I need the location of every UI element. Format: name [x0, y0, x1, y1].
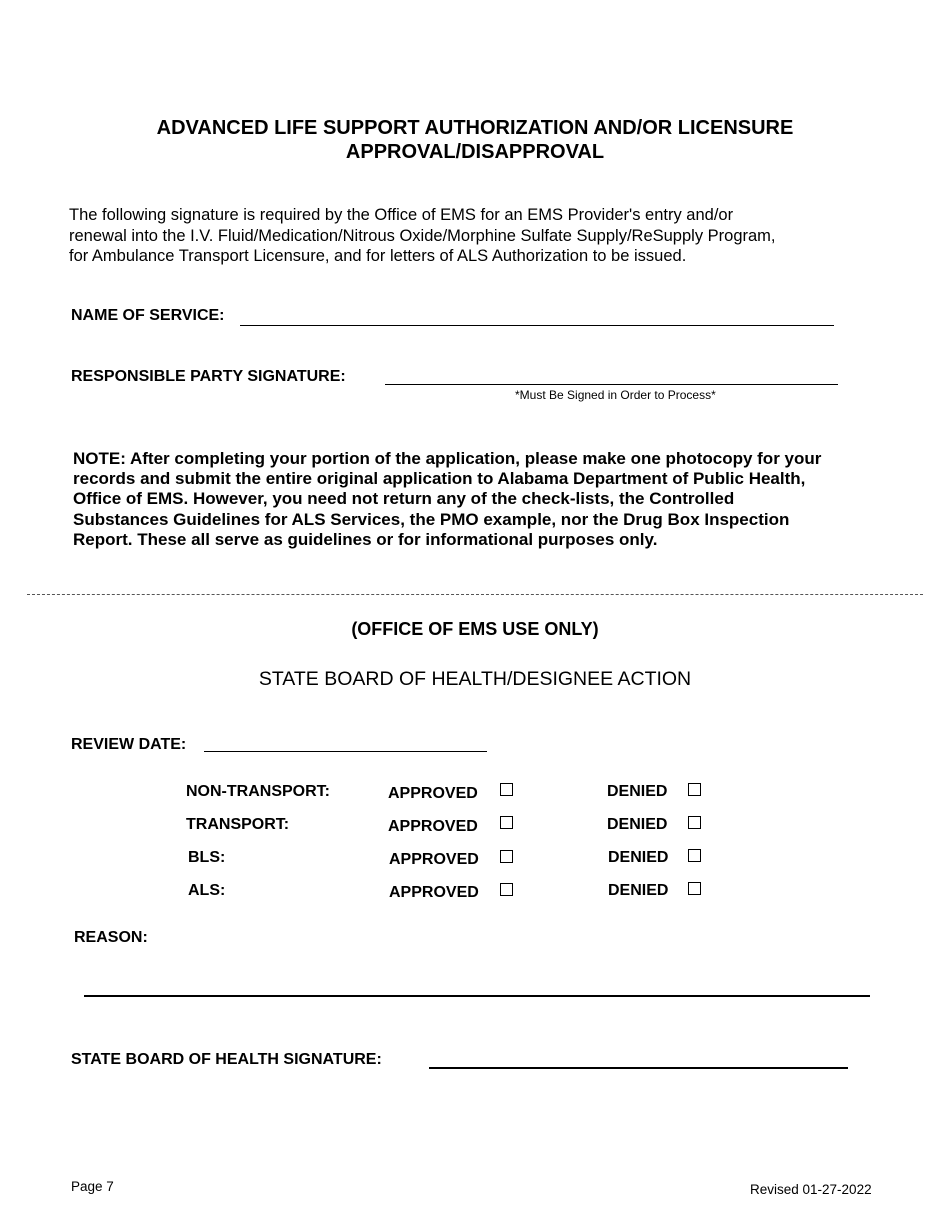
non-transport-denied-checkbox[interactable] — [688, 783, 701, 796]
state-board-signature-field[interactable] — [429, 1067, 848, 1069]
transport-denied-checkbox[interactable] — [688, 816, 701, 829]
intro-line: for Ambulance Transport Licensure, and for letters of ALS Authorization to be issued. — [69, 247, 687, 265]
approved-label: APPROVED — [389, 884, 479, 901]
board-action-heading: STATE BOARD OF HEALTH/DESIGNEE ACTION — [258, 668, 692, 690]
bls-denied-checkbox[interactable] — [688, 849, 701, 862]
name-of-service-label: NAME OF SERVICE: — [71, 307, 225, 324]
approved-label: APPROVED — [388, 818, 478, 835]
page-title — [0, 116, 950, 164]
review-date-label: REVIEW DATE: — [71, 736, 187, 753]
category-bls: BLS: — [188, 849, 226, 866]
note-line: Report. These all serve as guidelines or for informational purposes only. — [73, 529, 658, 549]
title-line-2: APPROVAL/DISAPPROVAL — [345, 141, 605, 163]
note-paragraph — [73, 449, 913, 550]
review-date-field[interactable] — [204, 751, 487, 752]
note-line: NOTE: After completing your portion of the application, please make one photocopy for your — [73, 449, 822, 468]
section-divider — [27, 594, 923, 595]
denied-label: DENIED — [608, 882, 669, 899]
title-line-1: ADVANCED LIFE SUPPORT AUTHORIZATION AND/OR LICENSURE — [156, 117, 794, 139]
page-number: Page 7 — [71, 1179, 114, 1194]
category-transport: TRANSPORT: — [186, 816, 290, 833]
note-line: Office of EMS. However, you need not return any of the check-lists, the Controlled — [73, 489, 735, 509]
intro-paragraph — [69, 205, 889, 267]
note-line: records and submit the entire original application to Alabama Department of Public Health, — [73, 469, 806, 489]
note-line: Substances Guidelines for ALS Services, the PMO example, nor the Drug Box Inspection — [73, 509, 790, 529]
denied-label: DENIED — [608, 849, 669, 866]
denied-label: DENIED — [607, 783, 668, 800]
als-approved-checkbox[interactable] — [500, 883, 513, 896]
revision-date: Revised 01-27-2022 — [750, 1182, 872, 1197]
name-of-service-field[interactable] — [240, 325, 834, 326]
category-non-transport: NON-TRANSPORT: — [186, 783, 330, 800]
state-board-signature-label: STATE BOARD OF HEALTH SIGNATURE: — [71, 1051, 382, 1068]
non-transport-approved-checkbox[interactable] — [500, 783, 513, 796]
office-use-heading: (OFFICE OF EMS USE ONLY) — [351, 619, 599, 639]
responsible-party-signature-field[interactable] — [385, 384, 838, 385]
transport-approved-checkbox[interactable] — [500, 816, 513, 829]
approved-label: APPROVED — [389, 851, 479, 868]
reason-field[interactable] — [84, 995, 870, 997]
approved-label: APPROVED — [388, 785, 478, 802]
als-denied-checkbox[interactable] — [688, 882, 701, 895]
reason-label: REASON: — [74, 929, 148, 946]
signature-required-note: *Must Be Signed in Order to Process* — [515, 388, 716, 402]
denied-label: DENIED — [607, 816, 668, 833]
intro-line: The following signature is required by the Office of EMS for an EMS Provider's entry and/or — [69, 206, 734, 224]
bls-approved-checkbox[interactable] — [500, 850, 513, 863]
intro-line: renewal into the I.V. Fluid/Medication/Nitrous Oxide/Morphine Sulfate Supply/ReSupply Program, — [69, 226, 776, 245]
category-als: ALS: — [188, 882, 226, 899]
responsible-party-signature-label: RESPONSIBLE PARTY SIGNATURE: — [71, 368, 346, 385]
